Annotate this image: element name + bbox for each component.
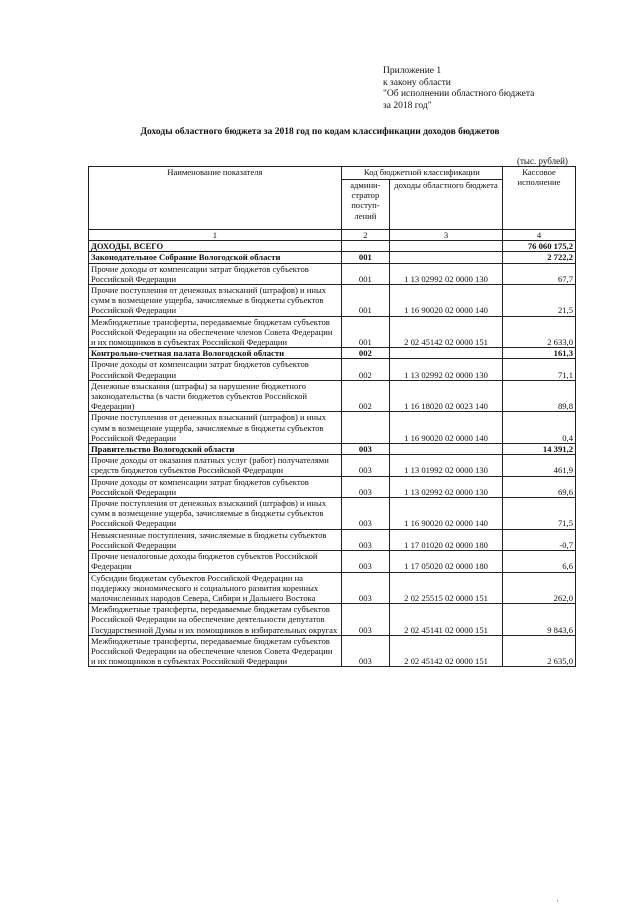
table-row [89,529,576,550]
header-admin: админи-стратор поступ-лений [341,180,389,230]
row-value: 76 060 175,2 [503,241,576,252]
row-admin-code: 003 [341,455,389,476]
row-value: -0,7 [503,529,576,550]
row-value: 161,3 [503,348,576,359]
row-value: 9 843,6 [503,604,576,636]
table-row [89,241,576,252]
table-row [89,572,576,604]
row-value: 6,6 [503,551,576,572]
row-income-code: 2 02 45141 02 0000 151 [390,604,503,636]
table-row [89,263,576,284]
row-value: 71,1 [503,359,576,380]
row-income-code [390,444,503,455]
table-row [89,444,576,455]
column-number: 3 [390,230,503,241]
row-income-code: 1 17 05020 02 0000 180 [390,551,503,572]
row-value: 89,8 [503,380,576,412]
header-income: доходы областного бюджета [390,180,503,230]
appendix-line: к закону области [383,77,451,88]
row-income-code: 1 16 90020 02 0000 140 [390,498,503,530]
row-name: Законодательное Собрание Вологодской области [89,252,342,263]
row-admin-code: 003 [341,498,389,530]
table-row [89,476,576,497]
row-admin-code: 003 [341,476,389,497]
row-income-code: 1 13 01992 02 0000 130 [390,455,503,476]
row-name: Прочие поступления от денежных взысканий (штрафов) и иных сумм в возмещение ущерба, зачисляемые в бюджеты субъектов Российской Федерации [89,412,342,444]
row-admin-code [341,412,389,444]
row-value: 2 722,2 [503,252,576,263]
row-income-code [390,348,503,359]
row-admin-code: 003 [341,572,389,604]
row-name: Межбюджетные трансферты, передаваемые бюджетам субъектов Российской Федерации на обеспечение членов Совета Федерации и их помощников в субъектах Российской Федерации [89,316,342,348]
appendix-line: за 2018 год" [383,100,432,111]
appendix-line: Приложение 1 [383,66,442,76]
row-admin-code [341,241,389,252]
row-name: Межбюджетные трансферты, передаваемые бюджетам субъектов Российской Федерации на обеспечение членов Совета Федерации и их помощников в субъектах Российской Федерации [89,635,342,667]
table-row [89,359,576,380]
row-income-code: 1 13 02992 02 0000 130 [390,476,503,497]
row-admin-code: 003 [341,604,389,636]
row-value: 262,0 [503,572,576,604]
row-income-code: 2 02 25515 02 0000 151 [390,572,503,604]
row-income-code: 1 17 01020 02 0000 180 [390,529,503,550]
row-income-code: 2 02 45142 02 0000 151 [390,316,503,348]
row-admin-code: 003 [341,444,389,455]
row-admin-code: 003 [341,529,389,550]
row-income-code: 2 02 45142 02 0000 151 [390,635,503,667]
row-admin-code: 002 [341,348,389,359]
row-income-code: 1 16 18020 02 0023 140 [390,380,503,412]
row-value: 461,9 [503,455,576,476]
column-number: 4 [503,230,576,241]
table-row [89,498,576,530]
row-name: Прочие неналоговые доходы бюджетов субъектов Российской Федерации [89,551,342,572]
row-income-code [390,241,503,252]
row-name: Контрольно-счетная палата Вологодской области [89,348,342,359]
row-income-code [390,252,503,263]
row-admin-code: 002 [341,380,389,412]
row-value: 2 635,0 [503,635,576,667]
row-name: Прочие доходы от компенсации затрат бюджетов субъектов Российской Федерации [89,263,342,284]
header-exec: Кассовое исполнение [503,167,576,230]
units-label: (тыс. рублей) [517,156,568,166]
row-income-code: 1 13 02992 02 0000 130 [390,263,503,284]
appendix-line: "Об исполнении областного бюджета [383,89,535,99]
table-row [89,348,576,359]
row-name: Прочие доходы от компенсации затрат бюджетов субъектов Российской Федерации [89,476,342,497]
row-name: Субсидии бюджетам субъектов Российской Федерации на поддержку экономического и социального развития коренных малочисленных народов Севера, Сибири и Дальнего Востока [89,572,342,604]
table-row [89,380,576,412]
row-value: 21,5 [503,285,576,317]
table-row [89,635,576,667]
table-row [89,551,576,572]
column-number: 1 [89,230,342,241]
row-admin-code: 001 [341,285,389,317]
row-name: Невыясненные поступления, зачисляемые в бюджеты субъектов Российской Федерации [89,529,342,550]
column-number: 2 [341,230,389,241]
row-admin-code: 001 [341,263,389,284]
row-income-code: 1 16 90020 02 0000 140 [390,285,503,317]
document-title: Доходы областного бюджета за 2018 год по кодам классификации доходов бюджетов [140,127,500,137]
row-name: ДОХОДЫ, ВСЕГО [89,241,342,252]
row-value: 0,4 [503,412,576,444]
row-name: Денежные взыскания (штрафы) за нарушение бюджетного законодательства (в части бюджетов субъектов Российской Федерации) [89,380,342,412]
table-row [89,412,576,444]
row-value: 67,7 [503,263,576,284]
header-name: Наименование показателя [89,167,342,230]
row-name: Межбюджетные трансферты, передаваемые бюджетам субъектов Российской Федерации на обеспечение деятельности депутатов Государственной Думы и их помощников в избирательных округах [89,604,342,636]
row-name: Прочие доходы от компенсации затрат бюджетов субъектов Российской Федерации [89,359,342,380]
row-value: 14 391,2 [503,444,576,455]
income-table [88,166,576,667]
row-income-code: 1 16 90020 02 0000 140 [390,412,503,444]
row-name: Правительство Вологодской области [89,444,342,455]
row-name: Прочие поступления от денежных взысканий (штрафов) и иных сумм в возмещение ущерба, зачисляемые в бюджеты субъектов Российской Федерации [89,285,342,317]
row-income-code: 1 13 02992 02 0000 130 [390,359,503,380]
page-mark: · [556,896,559,906]
row-value: 2 633,0 [503,316,576,348]
row-name: Прочие поступления от денежных взысканий (штрафов) и иных сумм в возмещение ущерба, зачисляемые в бюджеты субъектов Российской Федерации [89,498,342,530]
row-value: 71,5 [503,498,576,530]
row-admin-code: 001 [341,252,389,263]
row-admin-code: 003 [341,551,389,572]
row-value: 69,6 [503,476,576,497]
row-admin-code: 003 [341,635,389,667]
row-admin-code: 002 [341,359,389,380]
table-row [89,455,576,476]
header-code: Код бюджетной классификации [341,167,502,180]
row-name: Прочие доходы от оказания платных услуг (работ) получателями средств бюджетов субъектов Российской Федерации [89,455,342,476]
table-row [89,604,576,636]
table-row [89,285,576,317]
appendix-note [383,66,623,112]
table-row [89,252,576,263]
table-row [89,316,576,348]
row-admin-code: 001 [341,316,389,348]
